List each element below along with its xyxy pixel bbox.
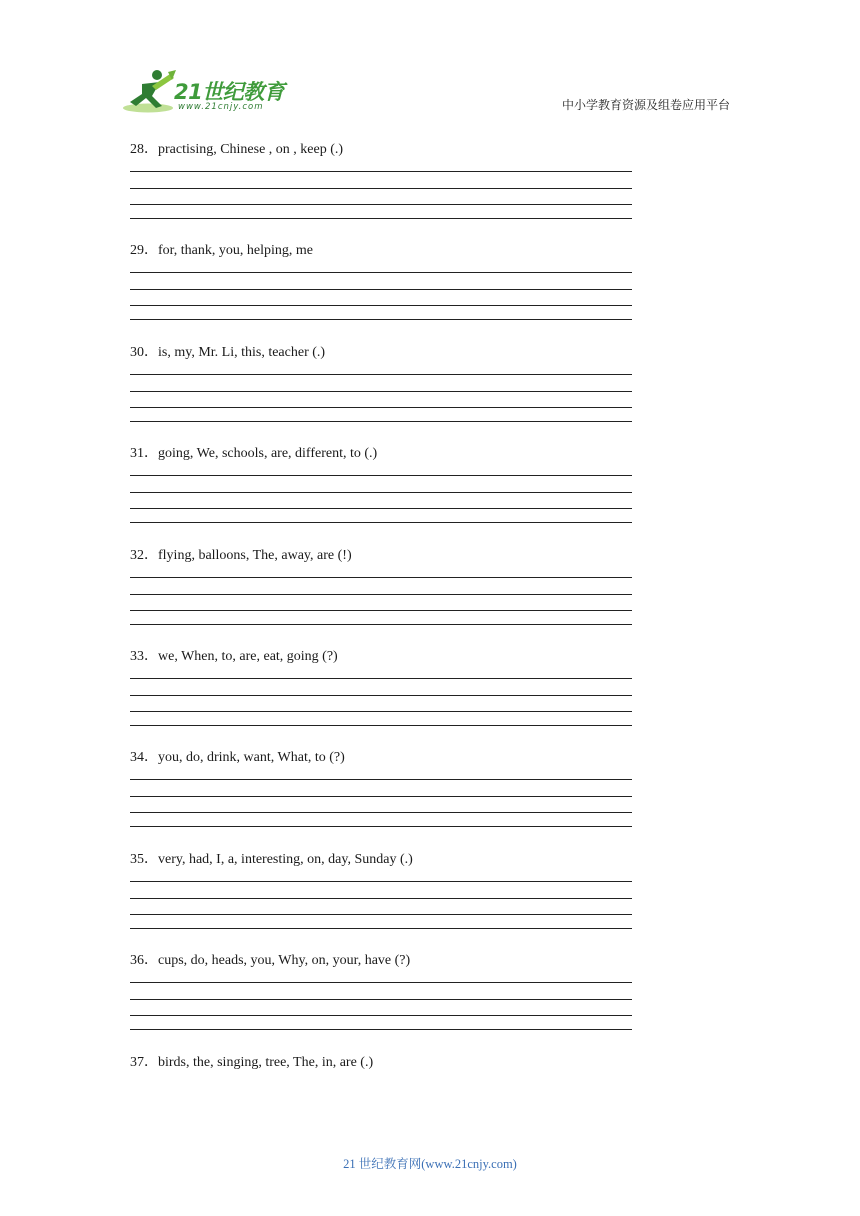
question-item	[130, 746, 632, 847]
question-text	[130, 138, 343, 158]
question-number: 35	[130, 851, 144, 867]
question-number: 34	[130, 750, 144, 766]
answer-line[interactable]	[130, 881, 632, 882]
question-number-separator: ．	[144, 547, 158, 563]
answer-line[interactable]	[130, 407, 632, 408]
question-item	[130, 1051, 632, 1152]
question-number: 37	[130, 1054, 144, 1070]
question-item	[130, 341, 632, 442]
question-number-separator: ．	[144, 344, 158, 360]
answer-line[interactable]	[130, 374, 632, 375]
answer-line[interactable]	[130, 289, 632, 290]
question-number-separator: ．	[144, 243, 158, 259]
question-item	[130, 138, 632, 239]
question-text	[130, 239, 313, 259]
question-number: 32	[130, 547, 144, 563]
answer-line[interactable]	[130, 610, 632, 611]
answer-line[interactable]	[130, 319, 632, 320]
question-number: 28	[130, 142, 144, 157]
answer-line[interactable]	[130, 624, 632, 625]
question-text	[130, 746, 345, 766]
question-number: 33	[130, 648, 144, 664]
question-words: practising, Chinese , on , keep (.)	[158, 142, 344, 157]
answer-line[interactable]	[130, 711, 632, 712]
answer-line[interactable]	[130, 725, 632, 726]
question-number-separator: ．	[144, 446, 158, 462]
question-item	[130, 442, 632, 543]
question-text	[130, 1051, 373, 1071]
question-text	[130, 949, 410, 969]
question-text	[130, 544, 352, 564]
answer-line[interactable]	[130, 272, 632, 273]
question-words: we, When, to, are, eat, going (?)	[158, 648, 338, 664]
logo	[122, 68, 292, 116]
answer-line[interactable]	[130, 898, 632, 899]
question-number-separator: ．	[144, 648, 158, 664]
answer-line[interactable]	[130, 678, 632, 679]
question-number-separator: ．	[144, 1054, 158, 1070]
question-words: birds, the, singing, tree, The, in, are (.)	[158, 1054, 374, 1070]
page-header	[0, 0, 860, 130]
question-words: is, my, Mr. Li, this, teacher (.)	[158, 344, 326, 360]
answer-line[interactable]	[130, 522, 632, 523]
runner-logo-icon	[122, 68, 178, 116]
question-words: very, had, I, a, interesting, on, day, Sunday (.)	[158, 851, 413, 867]
question-item	[130, 544, 632, 645]
question-text	[130, 848, 413, 868]
question-item	[130, 645, 632, 746]
answer-line[interactable]	[130, 188, 632, 189]
question-number-separator: ．	[144, 953, 158, 969]
question-number: 36	[130, 953, 144, 969]
answer-line[interactable]	[130, 204, 632, 205]
question-number: 29	[130, 243, 144, 259]
answer-line[interactable]	[130, 305, 632, 306]
question-words: cups, do, heads, you, Why, on, your, have (?)	[158, 953, 411, 969]
header-tagline: 中小学教育资源及组卷应用平台	[561, 98, 730, 112]
question-words: going, We, schools, are, different, to (.)	[158, 446, 378, 462]
question-text	[130, 645, 338, 665]
answer-line[interactable]	[130, 999, 632, 1000]
answer-line[interactable]	[130, 695, 632, 696]
question-list	[130, 138, 632, 1152]
answer-line[interactable]	[130, 779, 632, 780]
answer-line[interactable]	[130, 928, 632, 929]
question-text	[130, 341, 325, 361]
answer-line[interactable]	[130, 1029, 632, 1030]
question-number-separator: ．	[144, 142, 158, 157]
answer-line[interactable]	[130, 826, 632, 827]
question-text	[130, 442, 377, 462]
question-item	[130, 949, 632, 1050]
question-number: 31	[130, 446, 144, 462]
logo-url: www.21cnjy.com	[178, 102, 264, 112]
answer-line[interactable]	[130, 796, 632, 797]
answer-line[interactable]	[130, 1015, 632, 1016]
question-number-separator: ．	[144, 750, 158, 766]
question-number-separator: ．	[144, 851, 158, 867]
question-number: 30	[130, 344, 144, 360]
answer-line[interactable]	[130, 594, 632, 595]
answer-line[interactable]	[130, 508, 632, 509]
question-words: for, thank, you, helping, me	[158, 243, 313, 259]
question-item	[130, 239, 632, 340]
question-item	[130, 848, 632, 949]
answer-line[interactable]	[130, 391, 632, 392]
answer-line[interactable]	[130, 475, 632, 476]
answer-line[interactable]	[130, 914, 632, 915]
logo-title: 21世纪教育	[174, 80, 285, 104]
answer-line[interactable]	[130, 577, 632, 578]
answer-line[interactable]	[130, 171, 632, 172]
answer-line[interactable]	[130, 492, 632, 493]
question-words: flying, balloons, The, away, are (!)	[158, 547, 352, 563]
answer-line[interactable]	[130, 421, 632, 422]
page-footer: 21 世纪教育网(www.21cnjy.com)	[343, 1157, 517, 1171]
question-words: you, do, drink, want, What, to (?)	[158, 750, 345, 766]
answer-line[interactable]	[130, 812, 632, 813]
answer-line[interactable]	[130, 982, 632, 983]
answer-line[interactable]	[130, 218, 632, 219]
